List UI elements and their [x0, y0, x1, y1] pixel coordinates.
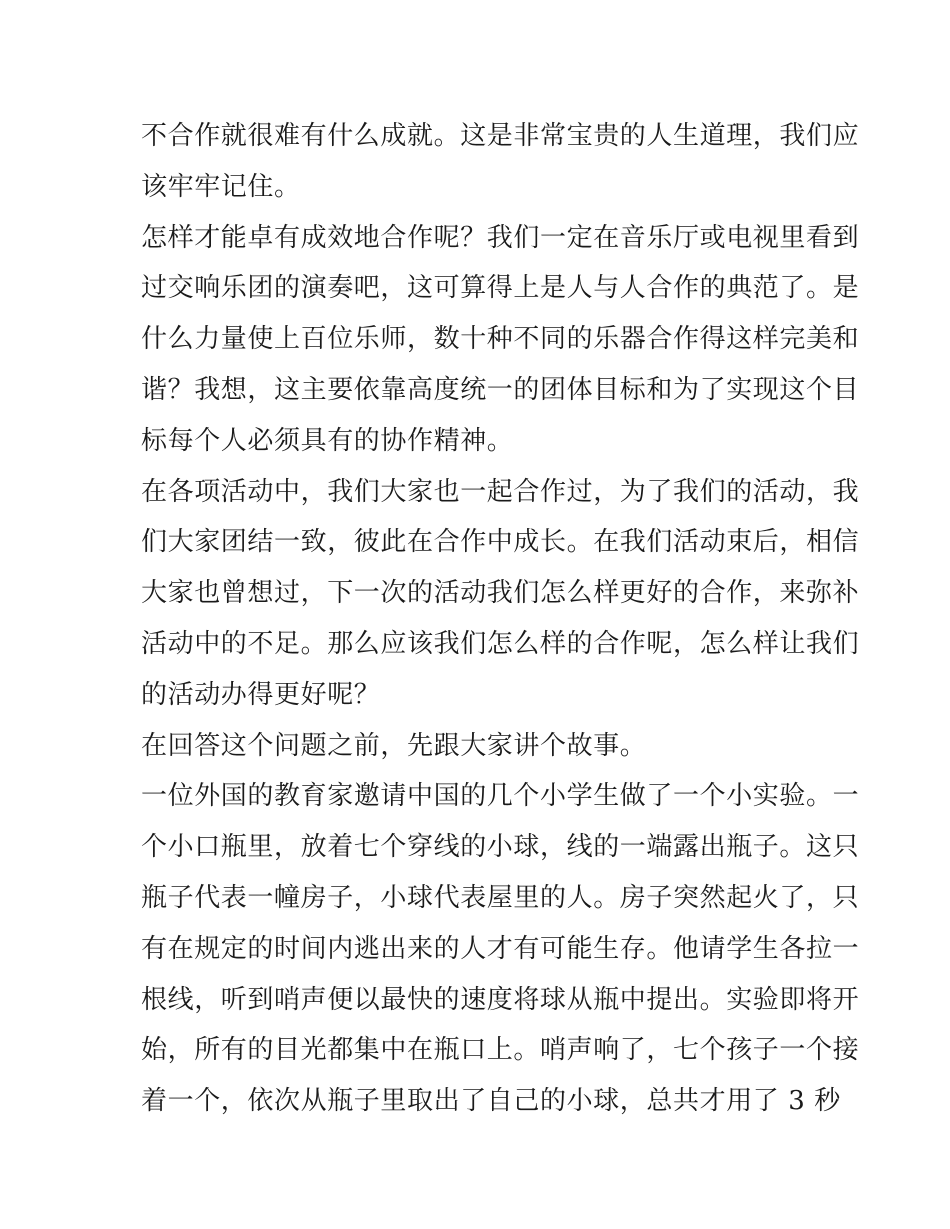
text-line: 怎样才能卓有成效地合作呢？我们一定在音乐厅或电视里看到 — [141, 222, 860, 253]
text-line: 谐？我想，这主要依靠高度统一的团体目标和为了实现这个目 — [141, 374, 860, 405]
text-line: 瓶子代表一幢房子，小球代表屋里的人。房子突然起火了，只 — [141, 882, 860, 913]
text-line: 在各项活动中，我们大家也一起合作过，为了我们的活动，我 — [141, 476, 860, 507]
text-line: 有在规定的时间内逃出来的人才有可能生存。他请学生各拉一 — [141, 933, 860, 964]
text-line: 始，所有的目光都集中在瓶口上。哨声响了，七个孩子一个接 — [141, 1035, 860, 1066]
body-text — [141, 111, 860, 1127]
text-line: 标每个人必须具有的协作精神。 — [141, 425, 514, 456]
text-line: 什么力量使上百位乐师，数十种不同的乐器合作得这样完美和 — [141, 324, 860, 355]
text-line: 活动中的不足。那么应该我们怎么样的合作呢，怎么样让我们 — [141, 628, 860, 659]
text-line: 大家也曾想过，下一次的活动我们怎么样更好的合作，来弥补 — [141, 578, 860, 609]
text-line: 们大家团结一致，彼此在合作中成长。在我们活动束后，相信 — [141, 527, 860, 558]
text-line: 该牢牢记住。 — [141, 171, 301, 202]
text-line: 不合作就很难有什么成就。这是非常宝贵的人生道理，我们应 — [141, 121, 860, 151]
text-line: 在回答这个问题之前，先跟大家讲个故事。 — [141, 730, 647, 761]
text-line: 的活动办得更好呢？ — [141, 679, 381, 710]
text-line: 个小口瓶里，放着七个穿线的小球，线的一端露出瓶子。这只 — [141, 832, 860, 863]
text-line: 着一个，依次从瓶子里取出了自己的小球，总共才用了 3 秒 — [141, 1086, 841, 1117]
text-line: 根线，听到哨声便以最快的速度将球从瓶中提出。实验即将开 — [141, 984, 860, 1015]
text-line: 过交响乐团的演奏吧，这可算得上是人与人合作的典范了。是 — [141, 273, 860, 304]
text-line: 一位外国的教育家邀请中国的几个小学生做了一个小实验。一 — [141, 781, 860, 812]
